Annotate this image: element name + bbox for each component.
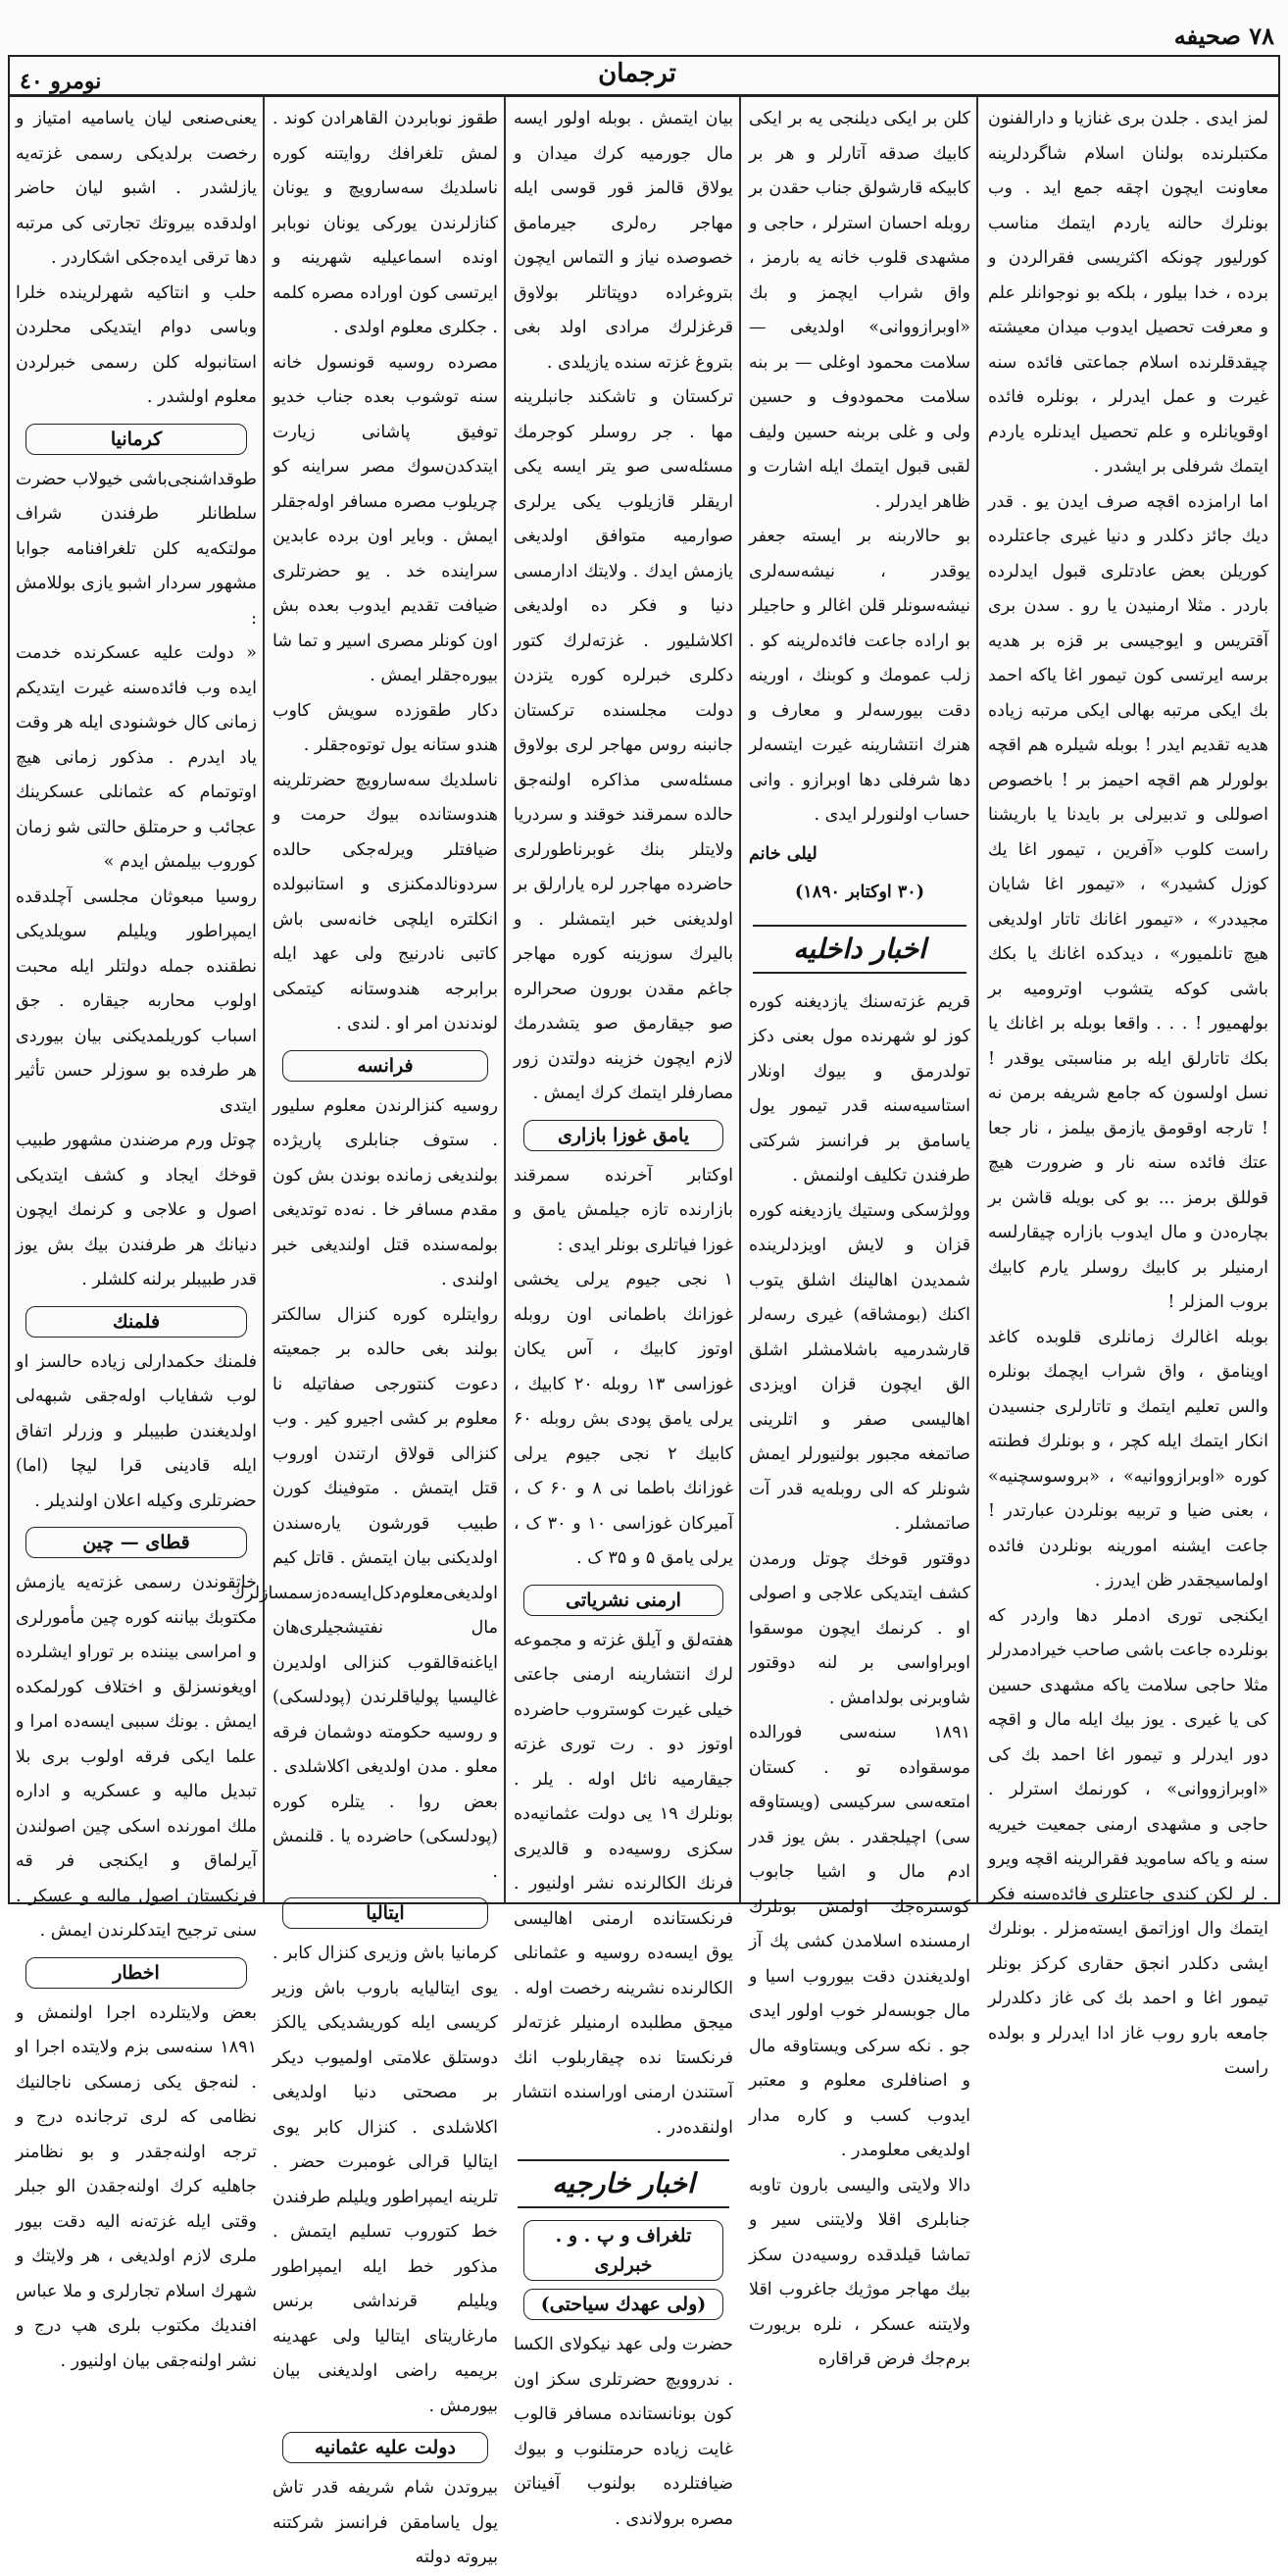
section-heading: (ولی عهدك سیاحتی): [523, 2289, 723, 2320]
page-number: ۷۸ صحیفه: [1173, 22, 1274, 50]
article-paragraph: دوقتور قوخك چوتل ورمدن کشف ایتدیکی علاجی و اصولی او . کرنمك ایچون موسقوا اوبراواسی بر لنه دوقتور شاوبرنی بولدامش .: [749, 1548, 970, 1708]
article-paragraph: فلمنك حکمدارلی زیاده حالسز او لوب شفایاب اوله‌جقی شبهه‌لی اولدیغندن طبیبلر و وزرلر اتفاق ایله قادینی قرا لیچا (اما) حضرتلری وکیله اعلان اولندیلر .: [16, 1351, 257, 1511]
section-heading: قطای — چین: [25, 1527, 247, 1558]
column-rule: [739, 96, 741, 1902]
article-paragraph: دالا ولایتی والیسی بارون تاوبه جنابلری اقلا ولایتنی سیر و تماشا قیلدقده روسیه‌دن سکز بیك مهاجر موژیك جاغروب اقلا ولایتنه عسکر ، نلره بریورت برم‌جك فرض قراقاره: [749, 2175, 970, 2369]
article-paragraph: لمز ايدى . جلدن برى غنازيا و دارالفنون مكتبلرنده بولنان اسلام شاگردلرینه معاونت ایچون اچقه جمع ايد . وب بونلرك حالنه یاردم ایتمك مناسب کورلیور چونکه اکثریسی فقرالردن و برده ، خدا بیلور ، بلکه بو نوجوانلر علم و معرفت تحصیل ایدوب میدان معیشته چیقدقلرنده اسلام جماعتی فائده سنه غیرت و عمل ایدرلر ، بونلره فائده اوقویانلره و علم تحصیل ایدنلره یاردم ایتمك شرفلی بر ایشدر .: [988, 109, 1268, 477]
article-paragraph: ۱ نجی جیوم یرلی یخشی غوزانك باطمانی اون روبله اوتوز کابیك ، آس یکان غوزاسی ۱۳ روبله ۲۰ کابیك ، یرلی یامق پودی بش روبله ۶۰ کابیك ۲ نجی جیوم یرلی غوزانك باطما نی ۸ و ۶۰ ک ، آمیرکان غوزاسی ۱۰ و ۳۰ ک ، یرلی یامق ۵ و ۳۵ ک .: [514, 1270, 734, 1568]
author-signature: لیلی خانم: [749, 843, 817, 864]
article-paragraph: یعنی‌صنعی لیان یاسامیه امتیاز و رخصت برلدیکی رسمی غزته‌یه یازلشدر . اشبو لیان حاضر اولدقده بیروتك تجارتی کی مرتبه دها ترقی ایده‌جکی اشکاردر .: [16, 109, 257, 268]
section-heading: کرمانیا: [25, 424, 247, 455]
column-rule: [976, 96, 978, 1902]
column-rule: [504, 96, 506, 1902]
article-paragraph: چوتل ورم مرضندن مشهور طبیب قوخك ایجاد و کشف ایتدیکی اصول و علاجی و کرنمك ایچون دنیانك هر طرفندن بیك بش یوز قدر طبیبلر برلنه کلشلر .: [16, 1131, 257, 1289]
header-rule: [8, 94, 1280, 97]
column-rule: [263, 96, 265, 1902]
article-paragraph: روسیه کنزالرندن معلوم سلیور . ستوف جنابلری پاریژده بولندیغی زمانده بوندن بش کون مقدم مسافر خا . نه‌ده توتدیغی بولمه‌سنده قتل اولندیغی خبر اولندی .: [272, 1095, 498, 1289]
column-3: [514, 102, 734, 2529]
section-heading: ایتالیا: [282, 1897, 488, 1929]
article-paragraph: ترکستان و تاشکند جانبلرینه مها . جر روسلر کوجرمك مسئله‌سی صو یتر ایسه یکی اریقلر قازیلوب یکی یرلری صوارمیه متوافق اولدیغی یازمش ایدك . ولایتك ادارمسی دنیا و فکر ده اولدیغی اکلاشلیور . غزته‌لرك کتور دکلری خبرلره کوره یتزدن دولت مجلسنده ترکستان جانبنه روس مهاجر لری بولاوق مسئله‌سی مذاکره اولنه‌جق حالده سمرقند خوقند و سردریا ولایتلر بنك غوبرناطورلری حاضرده مهاجرر لره یارارلق بر اولدیغنی خبر ایتمشلر . و بالیرك سوزینه کوره مهاجر جاغم مقدن بورون صحرالره صو جیقارمق صو یتشدرمك لازم ایچون خزینه دولتدن زور مصارفلر ایتمك کرك ایمش .: [514, 387, 733, 1103]
article-paragraph: روایتلره کوره کنزال سالکتر بولند بغی حالده بر جمعیته دعوت کنتورجی صفاتیله نا معلوم بر کشی اجیرو کیر . وب کنزالی قولاق ارتندن اوروب قتل ایتمش . متوفینك کورن طبیب قورشون یاره‌سندن اولدیکنی بیان ایتمش . قاتل کیم اولدیغی‌معلوم‌دکل‌ایسه‌ده‌زسمسازلرك مال نفتیشجیلری‌هان ایاغنه‌قالقوب کنزالی اولدیرن غالیسیا پولیاقلرندن (پودلسکی) و روسیه حکومته دوشمان فرقه معلو . مدن اولدیغی اکلاشلدی . بعض روا . یتلره کوره (پودلسکی) حاضرده یا . قلنمش .: [230, 1304, 498, 1882]
article-paragraph: وولژسکی وستیك یازدیغنه کوره قزان و لایش اویزدلرینده شمدیدن اهالینك اشلق یتوب اکنك (بومشاقه) غیری رسه‌لر قارشدرمیه باشلامشلر اشلق الق ایچون قزان اویزدی اهالیسی صفر و اتلرینی صاتمغه مجبور بولنیورلر ایمش شونلر که الی روبله‌یه قدر آت صاتمشلر .: [749, 1200, 970, 1534]
article-paragraph: دکار طقوزده سویش کاوب هندو ستانه یول توتوه‌جقلر .: [272, 700, 498, 755]
section-heading: فلمنك: [25, 1306, 247, 1338]
article-paragraph: حضرت ولی عهد نیکولای الکسا . ندروویچ حضرتلری سکز اون کون بونانستانده مسافر قالوب غایت زیاده حرمتلنوب و بیوك ضیافتلرده بولنوب آفیناتن مصره برولاندی .: [514, 2335, 733, 2529]
article-paragraph: ایکنجی توری ادملر دها واردر که بونلرده جاعت باشی صاحب خیرادمدرلر مثلا حاجی سلامت یاکه مشهدی حسین کی یا غیری . یوز بیك ایله مال و اقچه دور ایدرلر و تیمور اغا احمد بك کی «اوبرازووانی» ، کورنمك استرلر . حاجی و مشهدی ارمنی جمعیت خیریه سنه و یاکه ساموید فقرالرینه اقچه ویرو . لر لکن کندی جاعتلری فائده‌سنه فکر ایتمك وال اوزاتمق ایسته‌مزلر . بونلرك ایشی دکلدر انجق حقاری کرکز بونلر تیمور اغا و احمد بك کی غاز دکلدرلر جامعه بارو روب غاز ادا ایدرلر و بولده راست: [988, 1605, 1268, 2078]
article-paragraph: روسیا مبعوثان مجلسی آچلدقده ایمپراطور ویلیلم سویلدیکی نطقنده جمله دولتلر ایله محبت اولوب محاربه جیقاره . جق اسباب کوریلمدیکنی بیان بیوردی هر طرفده بو سوزلر حسن تأثیر ایتدی: [16, 886, 257, 1116]
article-paragraph: کرمانیا باش وزیری کنزال کابر . یوی ایتالیایه باروب باش وزیر کریسی ایله کوریشدیکی یالکز دوستلق علامتی اولمیوب دیکر بر مصحتی دنیا اولدیغی اکلاشلدی . کنزال کابر یوی ایتالیا قرالی غومبرت حضر . تلرینه ایمپراطور ویلیلم طرفندن خط کتوروب تسلیم ایتمش . مذکور خط ایله ایمپراطور ویلیلم قرنداشی برنس مارغاریتای ایتالیا ولی عهدینه بریمیه راضی اولدیغنی بیان بیورمش .: [272, 1944, 498, 2416]
paper-title: ترجمان: [598, 59, 676, 88]
article-paragraph: قریم غزته‌سنك یازدیغنه کوره کوز لو شهرنده مول بعنی دکز تولدرمق و بیوك اونلار استاسیه‌سنه قدر تیمور یول یاسامق بر فرانسز شرکتی طرفندن تکلیف اولنمش .: [749, 991, 970, 1186]
article-paragraph: بو حالاربنه بر ایسته جعفر یوقدر ، نیشه‌سه‌لری نیشه‌سونلر قلن اغالر و حاجیلر بو اراده جاعت فائده‌لرینه کو . زلب عمومك و کوبنك ، اورینه دقت بیورسه‌لر و معارف و هنرك انتشارینه غیرت ایتسه‌لر دها شرفلی دها اوبرازو . وانی حساب اولنورلر ایدی .: [749, 527, 970, 825]
article-paragraph: بعض ولایتلرده اجرا اولنمش و ۱۸۹۱ سنه‌سی بزم ولایتده اجرا او . لنه‌جق یکی زمسکی ناجالنیك نظامی که لری ترجانده درج و ترجه اولنه‌جقدر و بو نظامنر جاهلیه کرك اولنه‌جقدن الو جبلر وقتی ایله غزته‌نه الیه دقت بیور ملری لازم اولدیغی ، هر ولایتك و شهرك اسلام تجارلری و ملا عباس افندیك مکتوب بلری هپ درج و نشر اولنه‌جقی بیان اولنیور .: [16, 2002, 257, 2371]
article-paragraph: طقوز نوبابردن القاهرادن کوند . لمش تلغرافك روایتنه کوره ناسلدیك سه‌سارویچ و یونان کنازلرندن یورکی یونان نوبابر اونده اسماعیلیه شهرینه و ایرتسی کون اوراده مصره کلمه . جکلری معلوم اولدی .: [272, 109, 498, 337]
column-4: [230, 102, 498, 2567]
section-heading: تلغراف و پ . و . خبرلری: [523, 2220, 723, 2281]
article-paragraph: طوقداشنجی‌باشی خیولاب حضرت سلطانلر طرفندن شراف مولتکه‌یه کلن تلغرافنامه جوابا مشهور سردار اشبو یازی بوللامش :: [16, 469, 257, 629]
dateline: (۳۰ اوکتابر ۱۸۹۰): [795, 883, 924, 902]
masthead: [0, 0, 1288, 94]
section-heading: یامق غوزا بازاری: [523, 1120, 723, 1151]
article-paragraph: بیروتدن شام شریفه قدر تاش یول یاسامقن فرانسز شرکتنه بیروته دولته: [272, 2478, 498, 2567]
column-1: [988, 102, 1268, 2078]
article-paragraph: اوکتابر آخرنده سمرقند بازارنده تازه جیلمش یامق و غوزا فیاتلری بونلر ایدی :: [514, 1165, 733, 1255]
article-paragraph: « دولت علیه عسکرنده خدمت ایده وب فائده‌سنه غیرت ایتدیکم زمانی کال خوشنودی ایله هر وقت یاد ایدرم . مذکور زمانی هیچ اوتوتمام که عثمانلی عسکرینك عجائب و حرمتلق حالتی شو زمان کوروب بیلمش ایدم »: [16, 643, 257, 872]
article-paragraph: هفته‌لق و آیلق غزته و مجموعه لرك انتشارینه ارمنی جاعتی خیلی غیرت کوستروب حاضرده اوتوز دو . رت توری غزته جیقارمیه نائل اوله . یلر . بونلرك ۱۹ یی دولت عثمانیه‌ده سکزی روسیه‌ده و قالدیری فرنك الکالرنده نشر اولنیور . فرنکستانده ارمنی اهالیسی یوق ایسه‌ده روسیه و عثمانلی الکالرنده نشرینه رخصت اوله . میجق مطلبده ارمنیلر غزته‌لر فرنکستا نده چیقاربلوب انك آستندن ارمنی اوراسنده انتشار اولنقده‌در .: [514, 1630, 734, 2138]
section-heading: دولت علیه عثمانیه: [282, 2432, 488, 2463]
section-heading: اخطار: [25, 1957, 247, 1989]
article-paragraph: ناسلدیك سه‌سارویچ حضرتلرینه هندوستانده بیوك حرمت و ضیافتلر ویرله‌جکی حالده سردونالدمکنزی و استانبولده انکلتره ایلچی خانه‌سی باش کاتبی نادرنیج ولی عهد ایله برابرجه هندوستانه کیتمکی لوندندن امر او . لندی .: [272, 770, 498, 1034]
section-banner: اخبار خارجیه: [518, 2159, 729, 2208]
article-paragraph: کلن بر ایکی دیلنجی یه بر ایکی کابیك صدقه آتارلر و هر بر کابیکه قارشولق جناب حقدن بر روبله احسان استرلر ، حاجی و مشهدی قلوب خانه یه بارمز ، واق شراب ایچمز و بك «اوبرازووانی» اولدیغی — سلامت محمود اوغلی — بر بنه سلامت محمودوف و حسین ولی و غلی بربنه حسین ولیف لقبی قبول ایتمك ایله اشارت و ظاهر ایدرلر .: [749, 109, 970, 512]
article-paragraph: حلب و انتاکیه شهرلرینده خلرا وباسی دوام ایتدیکی محلردن استانبوله کلن رسمی خبرلردن معلوم اولشدر .: [16, 282, 257, 407]
article-paragraph: بیان ایتمش . بوبله اولور ایسه مال جورمیه کرك میدان و یولاق قالمز قور قوسی ایله مهاجر ره‌لری جیرمامق خصوصده نیاز و التماس ایچون بتروغراده دوپتاتلر بولاوق قرغزلرك مرادی اولد بغی بتروغ غزته سنده یازیلدی .: [514, 109, 733, 373]
article-paragraph: بوبله اغالرك زمانلری قلوبده کاغد اوینامق ، واق شراب ایچمك بونلره والس تعلیم ایتمك و تاتارلری جنسیدن انکار ایتمك ایله کچر ، و بونلرك فطنته کوره «اوبرازووانیه» ، «بروسوسچنیه» ، بعنی ضیا و تربیه بونلردن عبارتدر ! جاعت ایشنه امورینه بونلردن فائده اولماسیجقدر ظن ایدرز .: [988, 1327, 1268, 1591]
section-banner: اخبار داخلیه: [753, 925, 966, 974]
article-paragraph: مصرده روسیه قونسول خانه سنه توشوب بعده جناب خدیو توفیق پاشانی زیارت ایتدکدن‌سوك مصر سراینه کو چریلوب مصره مسافر اوله‌جقلر ایمش . وبایر اون برده عابدین سراینده خد . یو حضرتلری ضیافت تقدیم ایدوب بعده بش اون کونلر مصری اسیر و تما شا بیوره‌جقلر ایمش .: [272, 352, 498, 685]
section-heading: ارمنی نشریاتی: [523, 1585, 723, 1616]
column-2: [749, 102, 970, 2369]
article-paragraph: ۱۸۹۱ سنه‌سی فورالده موسقواده تو . کستان امتعه‌سی سرکیسی (ویستاوقه سی) اچیلجقدر . بش یوز قدر ادم مال و اشیا جابوب کوستره‌جك اولمش بونلرك ارمسنده اسلامدن کشی پك آز اولدیغندن دقت بیوروب اسیا و مال جوبسه‌لر خوب اولور ایدی جو . نکه سرکی ویستاوقه مال و اصنافلری معلوم و معتبر ایدوب کسب و کاره مدار اولدیغی معلومدر .: [749, 1723, 970, 2160]
article-paragraph: خاتقوندن رسمی غزته‌یه یازمش مکتوبك بیاننه کوره چین مأمورلری و امراسی بیننده بر توراو ایشلرده اویغونسزلق و اختلاف کورلمکده ایمش . بونك سببی ایسه‌ده امرا و علما ایکی فرقه اولوب بری بلا تبدیل مالیه و عسکریه و اداره ملك امورنده اسکی چین اصولندن آیرلماق و ایکنجی فر قه فرنکستان اصول مالیه و عسکر . سنی ترجیح ایتدکلرندن ایمش .: [16, 1573, 257, 1941]
article-paragraph: اما ارامزده اقچه صرف ایدن یو . قدر دیك جائز دکلدر و دنیا غیری جاعتلرده کوریلن بعض عادتلری قبول ایدلرده باردر . مثلا ارمنیدن یا رو . سدن بری آقتریس و ایوجیسی بر قزه بر هدیه برسه ایرتسی کون تیمور اغا یاکه احمد بك ایکی مرتبه بهالی ایکی مرتبه زیاده هدیه تقدیم ایدر ! بوبله شیلره هم اقچه بولورلر هم اقچه احیمز بر ! باخصوص اصوللی و تدبیرلی بر بایدنا یا باریشنا راست کلوب «آفرین ، تیمور اغا یك کوزل کشیدر» ، «تیمور اغا شایان مجیددر» ، «تیمور اغانك تاتار اولدیغی هیچ تانلمیور» ، دیدکده اغانك یا بکك باشی کوکه یتشوب اوترومیه بر بولهمیور ! . . . واقعا بوبله بر اغانك یا بکك تاتارلق ایله بر مناسبتی یوقدر ! نسل اولسون که جامع شریفه برمن نه ! تارجه اوقومق یازمق بیلمز ، نار جعا عتك فائده سنه نار و ضرورت هیچ قوللق برمز ... بو کی بویله قاشن بر بچاره‌دن و مال ایدوب بازاره چیقارلسه ارمنیلر بر کابیك روسلر یارم کابیك بروب المزلر !: [988, 491, 1268, 1312]
section-heading: فرانسه: [282, 1050, 488, 1082]
issue-number: نومرو ٤٠: [20, 69, 102, 94]
column-5: [16, 102, 257, 2371]
